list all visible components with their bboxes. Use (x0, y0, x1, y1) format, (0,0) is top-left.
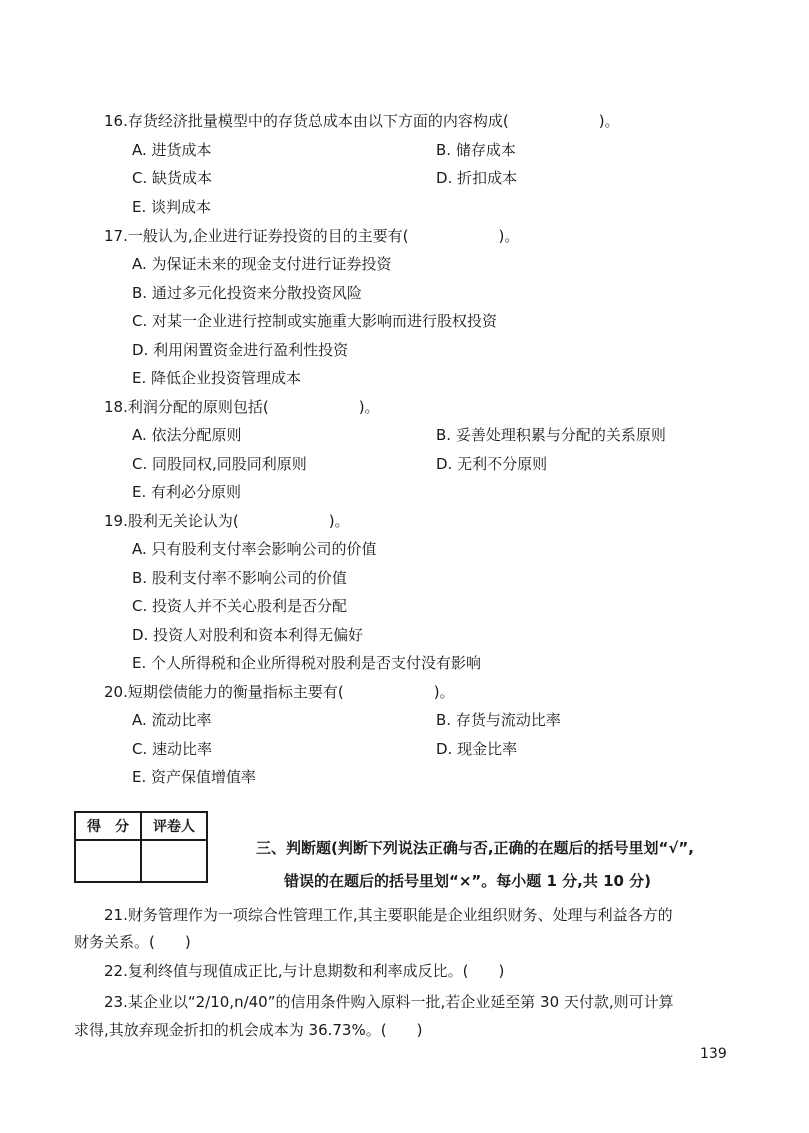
question-17-option-a: A. 为保证未来的现金支付进行证券投资 (132, 255, 392, 273)
question-16-option-b: B. 储存成本 (436, 141, 516, 159)
score-label: 得 分 (75, 812, 141, 840)
question-16-option-a: A. 进货成本 (132, 141, 212, 159)
page-number: 139 (700, 1046, 727, 1062)
question-18-option-c: C. 同股同权,同股同利原则 (132, 455, 307, 473)
question-17-stem: 17.一般认为,企业进行证券投资的目的主要有( )。 (104, 227, 520, 245)
grader-label: 评卷人 (141, 812, 207, 840)
question-18-option-e: E. 有利必分原则 (132, 483, 242, 501)
question-18-stem: 18.利润分配的原则包括( )。 (104, 398, 380, 416)
question-19-option-e: E. 个人所得税和企业所得税对股利是否支付没有影响 (132, 654, 482, 672)
question-17-option-e: E. 降低企业投资管理成本 (132, 369, 302, 387)
question-20-option-a: A. 流动比率 (132, 711, 212, 729)
question-17-option-b: B. 通过多元化投资来分散投资风险 (132, 284, 362, 302)
question-20-option-c: C. 速动比率 (132, 740, 213, 758)
grader-entry-cell (141, 840, 207, 882)
question-20-option-b: B. 存货与流动比率 (436, 711, 561, 729)
question-18-option-a: A. 依法分配原则 (132, 426, 242, 444)
question-16-stem: 16.存货经济批量模型中的存货总成本由以下方面的内容构成( )。 (104, 112, 620, 130)
question-22: 22.复利终值与现值成正比,与计息期数和利率成反比。( ) (104, 962, 505, 980)
question-19-option-d: D. 投资人对股利和资本利得无偏好 (132, 626, 364, 644)
question-17-option-d: D. 利用闲置资金进行盈利性投资 (132, 341, 349, 359)
question-19-option-c: C. 投资人并不关心股利是否分配 (132, 597, 348, 615)
question-21-line-2: 财务关系。( ) (74, 933, 191, 951)
question-19-option-a: A. 只有股利支付率会影响公司的价值 (132, 540, 377, 558)
score-entry-cell (75, 840, 141, 882)
section-3-instructions: 错误的在题后的括号里划“×”。每小题 1 分,共 10 分) (284, 872, 652, 890)
question-19-stem: 19.股利无关论认为( )。 (104, 512, 350, 530)
question-17-option-c: C. 对某一企业进行控制或实施重大影响而进行股权投资 (132, 312, 498, 330)
question-21-line-1: 21.财务管理作为一项综合性管理工作,其主要职能是企业组织财务、处理与利益各方的 (104, 906, 673, 924)
question-18-option-d: D. 无利不分原则 (436, 455, 548, 473)
question-20-stem: 20.短期偿债能力的衡量指标主要有( )。 (104, 683, 455, 701)
question-16-option-c: C. 缺货成本 (132, 169, 213, 187)
question-23-line-2: 求得,其放弃现金折扣的机会成本为 36.73%。( ) (74, 1021, 423, 1039)
question-16-option-e: E. 谈判成本 (132, 198, 212, 216)
question-18-option-b: B. 妥善处理积累与分配的关系原则 (436, 426, 666, 444)
question-16-option-d: D. 折扣成本 (436, 169, 518, 187)
question-20-option-d: D. 现金比率 (436, 740, 518, 758)
question-23-line-1: 23.某企业以“2/10,n/40”的信用条件购入原料一批,若企业延至第 30 天付款,则可计算 (104, 993, 674, 1011)
question-20-option-e: E. 资产保值增值率 (132, 768, 257, 786)
score-box (74, 811, 208, 883)
question-19-option-b: B. 股利支付率不影响公司的价值 (132, 569, 347, 587)
section-3-title: 三、判断题(判断下列说法正确与否,正确的在题后的括号里划“√”, (256, 839, 694, 857)
